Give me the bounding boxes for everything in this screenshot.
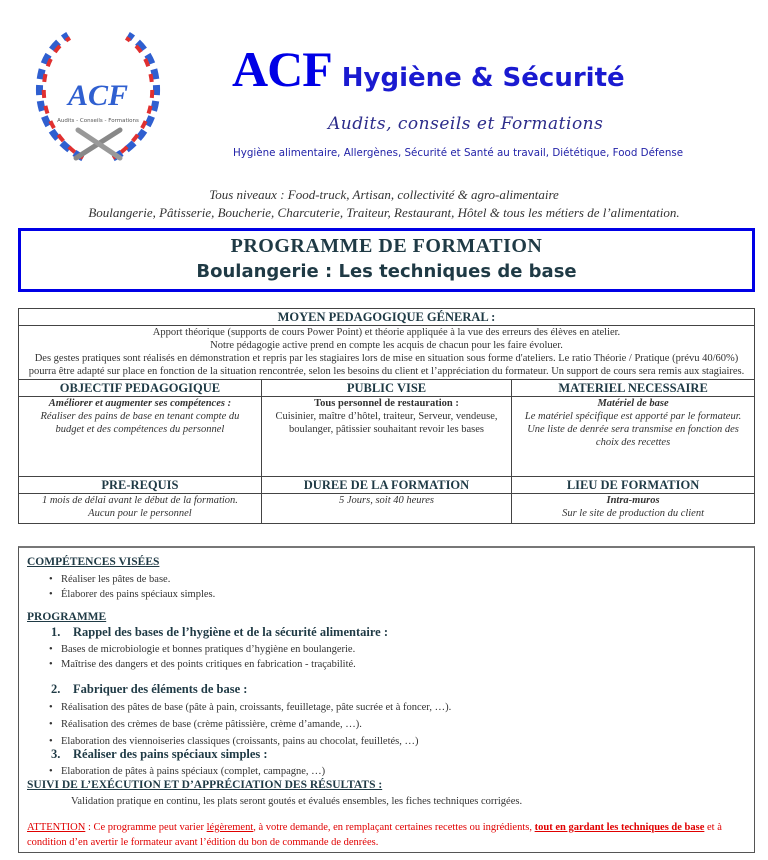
attention-emph-1: légèrement: [206, 822, 254, 833]
lieu-heading: LIEU DE FORMATION: [512, 477, 755, 494]
programme-box: [18, 546, 755, 853]
programme-item: • Elaboration des viennoiseries classiques (croissants, pains au chocolat, feuilletés, …): [63, 733, 451, 750]
competences-list: [63, 572, 215, 602]
attention-text-1: : Ce programme peut varier: [85, 822, 207, 833]
attention-notice: [27, 820, 749, 850]
attention-text-2: , à votre demande, en remplaçant certaines recettes ou ingrédients,: [253, 822, 535, 833]
competence-item: • Réaliser les pâtes de base.: [63, 572, 215, 587]
fork-knife-icon: [76, 130, 120, 158]
public-heading: PUBLIC VISE: [261, 380, 511, 397]
lieu-line-1: Intra-muros: [606, 495, 660, 506]
logo-letters: ACF: [67, 79, 129, 112]
duree-heading: DUREE DE LA FORMATION: [261, 477, 511, 494]
public-cell: [261, 397, 511, 477]
public-line-1: Tous personnel de restauration :: [314, 398, 459, 409]
programme-item: • Elaboration de pâtes à pains spéciaux (complet, campagne, …): [63, 764, 325, 779]
tagline: Audits, conseils et Formations: [328, 114, 604, 134]
section-title: Réaliser des pains spéciaux simples :: [73, 747, 268, 761]
programme-section-1-title: [51, 625, 388, 640]
levels-line-2: Boulangerie, Pâtisserie, Boucherie, Charcuterie, Traiteur, Restaurant, Hôtel & tous les métiers de l’alimentation.: [88, 205, 680, 220]
attention-emph-2: tout en gardant les techniques de base: [534, 822, 705, 833]
brand-acf: ACF: [232, 41, 332, 97]
logo-caption: Audits - Conseils - Formations: [57, 118, 139, 124]
lieu-cell: [512, 494, 755, 524]
programme-section-3-list: [63, 764, 325, 779]
page-title: PROGRAMME DE FORMATION: [230, 235, 543, 257]
suivi-heading: SUIVI DE L’EXÉCUTION ET D’APPRÉCIATION DES RÉSULTATS :: [27, 779, 383, 791]
brand-title: [232, 40, 625, 98]
objectif-heading: OBJECTIF PEDAGOGIQUE: [19, 380, 262, 397]
page-subtitle: Boulangerie : Les techniques de base: [196, 261, 577, 282]
programme-section-2-list: [63, 699, 451, 750]
levels-line-1: Tous niveaux : Food-truck, Artisan, collectivité & agro-alimentaire: [209, 187, 559, 202]
moyen-body: [19, 326, 755, 380]
competence-item: • Élaborer des pains spéciaux simples.: [63, 587, 215, 602]
section-title: Fabriquer des éléments de base :: [73, 682, 248, 696]
section-title: Rappel des bases de l’hygiène et de la sécurité alimentaire :: [73, 625, 389, 639]
brand-name: Hygiène & Sécurité: [341, 63, 625, 93]
info-table: [18, 308, 755, 524]
prerequis-heading: PRE-REQUIS: [19, 477, 262, 494]
suivi-text: Validation pratique en continu, les plats seront goutés et évalués ensembles, les fiches techniques corrigées.: [71, 796, 523, 807]
levels-block: [0, 186, 768, 222]
objectif-line-1: Améliorer et augmenter ses compétences :: [48, 398, 232, 409]
title-box: [18, 228, 755, 292]
competences-heading: COMPÉTENCES VISÉES: [27, 556, 160, 568]
programme-item: • Maîtrise des dangers et des points critiques en fabrication - traçabilité.: [63, 657, 356, 672]
materiel-line-3: Une liste de denrée sera transmise en fonction des choix des recettes: [527, 424, 739, 448]
moyen-line-3: Des gestes pratiques sont réalisés en démonstration et repris par les stagiaires lors de mise en situation sous forme d'ateliers. Le ratio Théorie / Pratique (prévu 40/60%) pourra être adapté sur place en fonction de la situation rencontrée, selon les besoins du client et l’appréciation du formateur. Un support de cours sera remis aux stagiaires.: [28, 353, 745, 377]
moyen-line-2: Notre pédagogie active prend en compte les acquis de chacun pour les faire évoluer.: [210, 340, 563, 351]
materiel-line-2: Le matériel spécifique est apporté par le formateur.: [524, 411, 742, 422]
programme-item: • Réalisation des pâtes de base (pâte à pain, croissants, feuilletage, pâte sucrée et à foncer, …).: [63, 699, 451, 716]
section-number: 3.: [51, 747, 61, 761]
programme-section-2-title: [51, 682, 247, 697]
programme-section-3-title: [51, 747, 268, 762]
duree-line-1: 5 Jours, soit 40 heures: [339, 495, 434, 506]
prerequis-cell: [19, 494, 262, 524]
prerequis-line-2: Aucun pour le personnel: [88, 508, 192, 519]
materiel-heading: MATERIEL NECESSAIRE: [512, 380, 755, 397]
prerequis-line-1: 1 mois de délai avant le début de la formation.: [41, 495, 238, 506]
programme-section-1-list: [63, 642, 356, 672]
lieu-line-2: Sur le site de production du client: [562, 508, 705, 519]
public-line-2: Cuisinier, maître d’hôtel, traiteur, Serveur, vendeuse, boulanger, pâtissier souhaitant revoir les bases: [275, 411, 498, 435]
materiel-line-1: Matériel de base: [597, 398, 669, 409]
programme-heading: PROGRAMME: [27, 611, 107, 623]
materiel-cell: [512, 397, 755, 477]
attention-text-3: et à condition d’en avertir le formateur avant l’édition du bon de commande de denrées.: [27, 822, 722, 848]
moyen-heading: MOYEN PEDAGOGIQUE GÉNERAL :: [19, 309, 755, 326]
section-number: 1.: [51, 625, 61, 639]
moyen-line-1: Apport théorique (supports de cours Power Point) et théorie appliquée à la vue des erreurs des élèves en atelier.: [152, 327, 621, 338]
section-number: 2.: [51, 682, 61, 696]
acf-logo: [28, 30, 168, 170]
programme-item: • Bases de microbiologie et bonnes pratiques d’hygiène en boulangerie.: [63, 642, 356, 657]
objectif-cell: [19, 397, 262, 477]
duree-cell: [261, 494, 511, 524]
domains-line: Hygiène alimentaire, Allergènes, Sécurité et Santé au travail, Diététique, Food Défense: [233, 147, 684, 159]
attention-label: ATTENTION: [27, 822, 86, 833]
objectif-line-2: Réaliser des pains de base en tenant compte du budget et des compétences du personnel: [40, 411, 240, 435]
programme-item: • Réalisation des crèmes de base (crème pâtissière, crème d’amande, …).: [63, 716, 451, 733]
